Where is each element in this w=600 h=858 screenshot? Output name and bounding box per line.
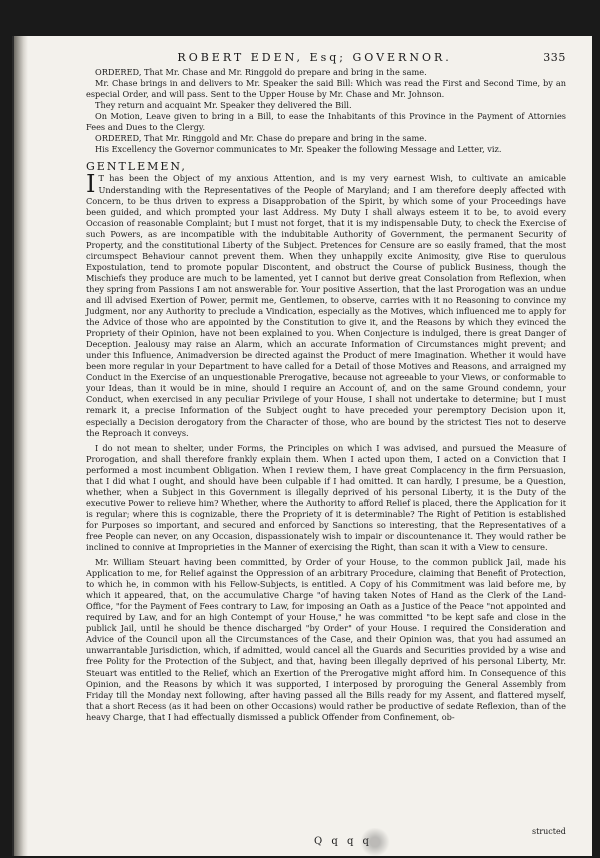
catchword: structed bbox=[532, 827, 566, 836]
running-header bbox=[86, 52, 566, 63]
intro-paragraph: ORDERED, That Mr. Ringgold and Mr. Chase do prepare and bring in the same. bbox=[95, 133, 427, 144]
page-number: 335 bbox=[543, 51, 566, 64]
intro-paragraph: ORDERED, That Mr. Chase and Mr. Ringgold do prepare and bring in the same. bbox=[95, 67, 427, 78]
intro-paragraph: His Excellency the Governor communicates to Mr. Speaker the following Message and Letter, viz. bbox=[95, 144, 502, 155]
intro-paragraph: Mr. Chase brings in and delivers to Mr. Speaker the said Bill: Which was read the First and Second Time, by an especial Order, and will pass. Sent to the Upper House by Mr. Chase and Mr. Johnson. bbox=[86, 78, 566, 100]
drop-cap: I bbox=[86, 170, 96, 199]
body-paragraph bbox=[86, 170, 566, 438]
signature-mark: Q q q q bbox=[314, 836, 372, 847]
ink-smudge bbox=[355, 828, 395, 856]
body-paragraph-text: T has been the Object of my anxious Attention, and is my very earnest Wish, to cultivate an amicable Understanding with the Representatives of the People of Maryland; and I am therefore deeply affected with Concern, to be thus driven to express a Disapprobation of the Spirit, by which some of your Proceedings have been guided, and which prompted your last Address. My Duty I shall always esteem it to be, to avoid every Occasion of reasonable Complaint; but I must not forget, that it is my indispensable Duty, to check the Exercise of such Powers, as are incompatible with the indubitable Authority of Government, the permanent Security of Property, and the constitutional Liberty of the Subject. Pretences for Censure are so easily framed, that the most circumspect Behaviour cannot prevent them. When they unhappily excite Animosity, give Rise to querulous Expostulation, tend to promote popular Discontent, and obstruct the Course of publick Business, though the Mischiefs they produce are much to be lamented, yet I cannot but derive great Consolation from Reflexion, when they spring from Passions I am not answerable for. Your positive Assertion, that the last Prorogation was an undue and ill advised Exertion of Power, permit me, Gentlemen, to observe, carries with it no Reasoning to convince my Judgment, nor any Authority to preclude a Vindication, especially as the Motives, which influenced me to apply for the Advice of those who are appointed by the Constitution to give it, and the Reasons by which they evinced the Propriety of their Opinion, have not been explained to you. When Conjecture is indulged, there is great Danger of Deception. Jealousy may raise an Alarm, which an accurate Information of Circumstances might prevent; and under this Influence, Animadversion be directed against the Product of mere Imagination. Whether it would have been more regular in your Department to have called for a Detail of those Motives and Reasons, and arraigned my Conduct in the Exercise of an unquestionable Prerogative, because not agreeable to your Views, or conformable to your Ideas, than it would be in mine, should I require an Account of, and on the same Ground condemn, your Conduct, when exercised in any peculiar Privilege of your House, I shall not undertake to determine; but I must remark it, a precise Information of the Subject ought to have preceded your peremptory Decision upon it, especially a Decision derogatory from the Character of those, who are bound by the strictest Ties not to deserve the Reproach it conveys. bbox=[86, 173, 566, 438]
document-page bbox=[12, 36, 592, 856]
intro-paragraph: They return and acquaint Mr. Speaker they delivered the Bill. bbox=[95, 100, 352, 111]
page-content bbox=[86, 52, 566, 723]
intro-paragraph: On Motion, Leave given to bring in a Bill, to ease the Inhabitants of this Province in the Payment of Attornies Fees and Dues to the Clergy. bbox=[86, 111, 566, 133]
salutation: GENTLEMEN, bbox=[86, 160, 187, 174]
body-paragraph: I do not mean to shelter, under Forms, the Principles on which I was advised, and pursued the Measure of Prorogation, and shall therefore frankly explain them. When I acted upon them, I acted on a Conviction that I performed a most incumbent Obligation. When I review them, I have great Complacency in the firm Persuasion, that I did what I ought, and should have been culpable if I had omitted. It can hardly, I presume, be a Question, whether, when a Subject in this Government is illegally deprived of his personal Liberty, it is the Duty of the executive Power to relieve him? Whether, where the Authority to afford Relief is placed, there the Application for it is regular; where this is cognizable, there the Propriety of it is determinable? The Right of Petition is established for Purposes so important, and secured and enforced by Sanctions so interesting, that the Representatives of a free People can never, on any Occasion, dispassionately wish to impair or discountenance it. They would rather be inclined to connive at Improprieties in the Manner of exercising the Right, than scan it with a View to censure. bbox=[86, 442, 566, 553]
header-title: ROBERT EDEN, Esq; GOVERNOR. bbox=[177, 51, 452, 64]
body-paragraph: Mr. William Steuart having been committed, by Order of your House, to the common publick Jail, made his Application to me, for Relief against the Oppression of an arbitrary Procedure, claiming that Benefit of Protection, to which he, in common with his Fellow-Subjects, is entitled. A Copy of his Commitment was laid before me, by which it appeared, that, on the accumulative Charge "of having taken Notes of Hand as the Clerk of the Land-Office, "for the Payment of Fees contrary to Law, for imposing an Oath as a Justice of the Peace "not appointed and required by Law, and for an high Contempt of your House," he was committed "to be kept safe and close in the publick Jail, until he should be thence discharged "by Order" of your House. I required the Consideration and Advice of the Council upon all the Circumstances of the Case, and their Opinion was, that you had assumed an unwarrantable Jurisdiction, which, if admitted, would cancel all the Guards and Securities provided by a wise and free Polity for the Protection of the Subject, and that, having been illegally deprived of his personal Liberty, Mr. Steuart was entitled to the Relief, which an Exertion of the Prerogative might afford him. In Consequence of this Opinion, and the Reasons by which it was supported, I interposed by proroguing the General Assembly from Friday till the Monday next following, after having passed all the Bills ready for my Assent, and flattered myself, that a short Recess (as it had been on other Occasions) would rather be productive of sedate Reflexion, than of the heavy Charge, that I had effectually dismissed a publick Offender from Confinement, ob- bbox=[86, 557, 566, 722]
